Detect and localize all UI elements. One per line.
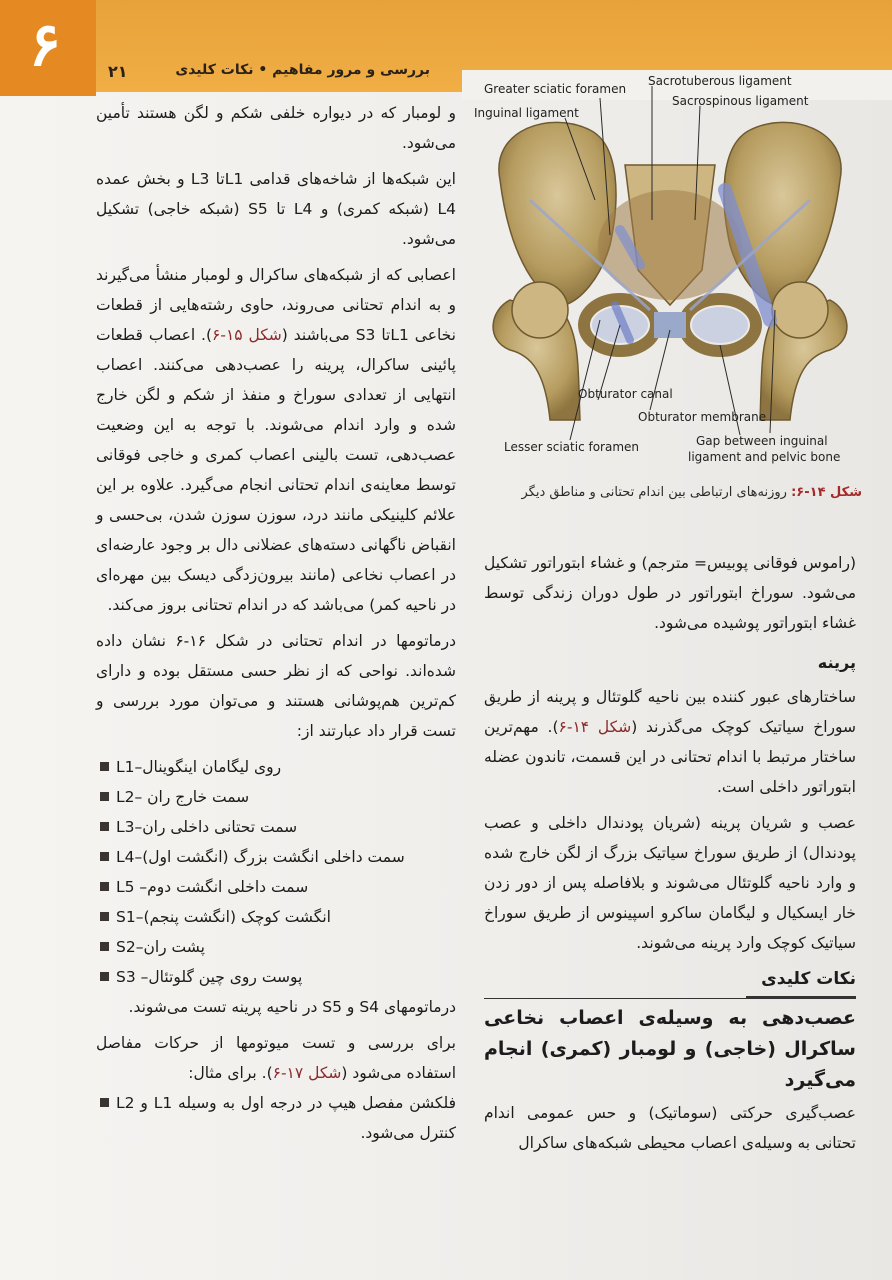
bullet-square-icon — [100, 972, 109, 981]
list-item: سمت تحتانی داخلی ران–L3 — [96, 812, 456, 842]
label-gap-line1: Gap between inguinal — [696, 434, 828, 448]
list-item: روی لیگامان اینگوینال–L1 — [96, 752, 456, 782]
figure-17-6-link[interactable]: شکل ۱۷-۶ — [272, 1064, 342, 1082]
left-paragraph-4: درماتومها در اندام تحتانی در شکل ۱۶-۶ نشان داده شده‌اند. نواحی که از نظر حسی مستقل بوده و دارای کم‌ترین هم‌پوشانی هستند و می‌توان مورد بررسی و تست قرار داد عبارتند از: — [96, 632, 456, 740]
bullet-square-icon — [100, 912, 109, 921]
chapter-number: ۶ — [28, 10, 62, 80]
key-points-divider — [484, 998, 856, 999]
bullet-square-icon — [100, 942, 109, 951]
list-item: سمت داخلی انگشت دوم– L5 — [96, 872, 456, 902]
right-paragraph-2-b: ). مهم‌ترین ساختار مرتبط با اندام تحتانی در این قسمت، تاندون عضله ابتوراتور داخلی است. — [484, 718, 856, 796]
label-lesser-sciatic-foramen: Lesser sciatic foramen — [504, 440, 640, 454]
list-item: پوست روی چین گلوتئال– S3 — [96, 962, 456, 992]
figure-caption — [482, 485, 862, 500]
figure-14-6-link[interactable]: شکل ۱۴-۶ — [558, 718, 632, 736]
dermatome-list — [96, 752, 456, 992]
right-paragraph-2 — [484, 682, 856, 802]
right-paragraph-3: عصب و شریان پرینه (شریان پودندال داخلی و عصب پودندال) از طریق سوراخ سیاتیک بزرگ از لگن خارج شده و وارد ناحیه گلوتئال می‌شوند و بلافاصله پس از دور زدن خار ایسکیال و لیگامان ساکرو اسپینوس از طریق سوراخ سیاتیک کوچک وارد پرینه می‌شوند. — [484, 814, 856, 952]
bullet-square-icon — [100, 762, 109, 771]
left-paragraph-5: درماتومهای S4 و S5 در ناحیه پرینه تست می‌شوند. — [128, 998, 456, 1016]
label-obturator-membrane: Obturator membrane — [638, 410, 767, 424]
left-paragraph-6-b: ). برای مثال: — [188, 1064, 273, 1082]
left-paragraph-3 — [96, 260, 456, 620]
left-paragraph-3-a: اعصابی که از شبکه‌های ساکرال و لومبار منشأ می‌گیرند و به اندام تحتانی می‌روند، حاوی رشته‌هایی از قطعات نخاعی L1تا S3 می‌باشند ( — [96, 266, 456, 344]
bullet-square-icon — [100, 1098, 109, 1107]
label-obturator-canal: Obturator canal — [578, 387, 673, 401]
myotome-list — [96, 1088, 456, 1148]
running-head: بررسی و مرور مفاهیم • نکات کلیدی — [175, 62, 430, 78]
right-paragraph-2-a: ساختارهای عبور کننده بین ناحیه گلوتئال و پرینه از طریق سوراخ سیاتیک کوچک می‌گذرند ( — [484, 688, 856, 736]
list-item: سمت خارج ران –L2 — [96, 782, 456, 812]
key-point-heading: عصب‌دهی به وسیله‌ی اعصاب نخاعی ساکرال (خاجی) و لومبار (کمری) انجام می‌گیرد — [484, 1007, 856, 1091]
list-item: سمت داخلی انگشت بزرگ (انگشت اول)–L4 — [96, 842, 456, 872]
left-column — [96, 98, 456, 1148]
left-paragraph-6 — [96, 1028, 456, 1088]
list-item: انگشت کوچک (انگشت پنجم)–S1 — [96, 902, 456, 932]
left-paragraph-3-b: ). اعصاب قطعات پائینی ساکرال، پرینه را عصب‌دهی می‌کنند. اعصاب انتهایی از تعدادی سوراخ و منفذ از شکم و لگن خارج شده و وارد اندام می‌شوند. با توجه به این وضعیت عصب‌دهی، تست بالینی اعصاب کمری و خاجی فوقانی توسط معاینه‌ی اندام تحتانی انجام می‌گیرد. علاوه بر این علائم کلینیکی مانند درد، سوزن سوزن شدن، بی‌حسی و انقباض ناگهانی دسته‌های عضلانی دال بر وجود عارضه‌ای در اعصاب نخاعی (مانند بیرون‌زدگی دیسک بین مهره‌ای در ناحیه کمر) می‌باشد که در اندام تحتانی بروز می‌کند. — [96, 326, 456, 614]
figure-15-6-link[interactable]: شکل ۱۵-۶ — [212, 326, 282, 344]
bullet-square-icon — [100, 822, 109, 831]
key-points-title: نکات کلیدی — [746, 964, 856, 998]
left-paragraph-1: و لومبار که در دیواره خلفی شکم و لگن هستند تأمین می‌شود. — [96, 104, 456, 152]
right-paragraph-4: عصب‌گیری حرکتی (سوماتیک) و حس عمومی اندام تحتانی به وسیله‌ی اعصاب محیطی شبکه‌های ساکرال — [484, 1104, 856, 1152]
figure-caption-text: روزنه‌های ارتباطی بین اندام تحتانی و مناطق دیگر — [521, 485, 787, 500]
page-number: ۲۱ — [108, 62, 128, 81]
right-paragraph-1: (راموس فوقانی پوبیس= مترجم) و غشاء ابتوراتور تشکیل می‌شود. سوراخ ابتوراتور در طول دوران زندگی توسط غشاء ابتوراتور پوشیده می‌شود. — [484, 554, 856, 632]
label-gap-line2: ligament and pelvic bone — [688, 450, 841, 464]
left-paragraph-6-a: برای بررسی و تست میوتومها از حرکات مفاصل استفاده می‌شود ( — [96, 1034, 456, 1082]
bullet-square-icon — [100, 852, 109, 861]
list-item: فلکشن مفصل هیپ در درجه اول به وسیله L1 و L2 کنترل می‌شود. — [96, 1088, 456, 1148]
label-inguinal-ligament: Inguinal ligament — [474, 106, 579, 120]
perineum-heading: پرینه — [817, 653, 856, 672]
label-sacrotuberous-ligament: Sacrotuberous ligament — [648, 74, 792, 88]
bullet-square-icon — [100, 882, 109, 891]
bullet-square-icon — [100, 792, 109, 801]
right-column — [484, 548, 856, 1164]
figure-caption-number: شکل ۱۴-۶: — [791, 485, 862, 500]
left-paragraph-2: این شبکه‌ها از شاخه‌های قدامی L1تا L3 و بخش عمده L4 (شبکه کمری) و L4 تا S5 (شبکه خاجی) تشکیل می‌شود. — [96, 170, 456, 248]
list-item: پشت ران–S2 — [96, 932, 456, 962]
label-greater-sciatic-foramen: Greater sciatic foramen — [484, 82, 627, 96]
label-sacrospinous-ligament: Sacrospinous ligament — [672, 94, 809, 108]
pelvis-figure — [470, 70, 870, 485]
